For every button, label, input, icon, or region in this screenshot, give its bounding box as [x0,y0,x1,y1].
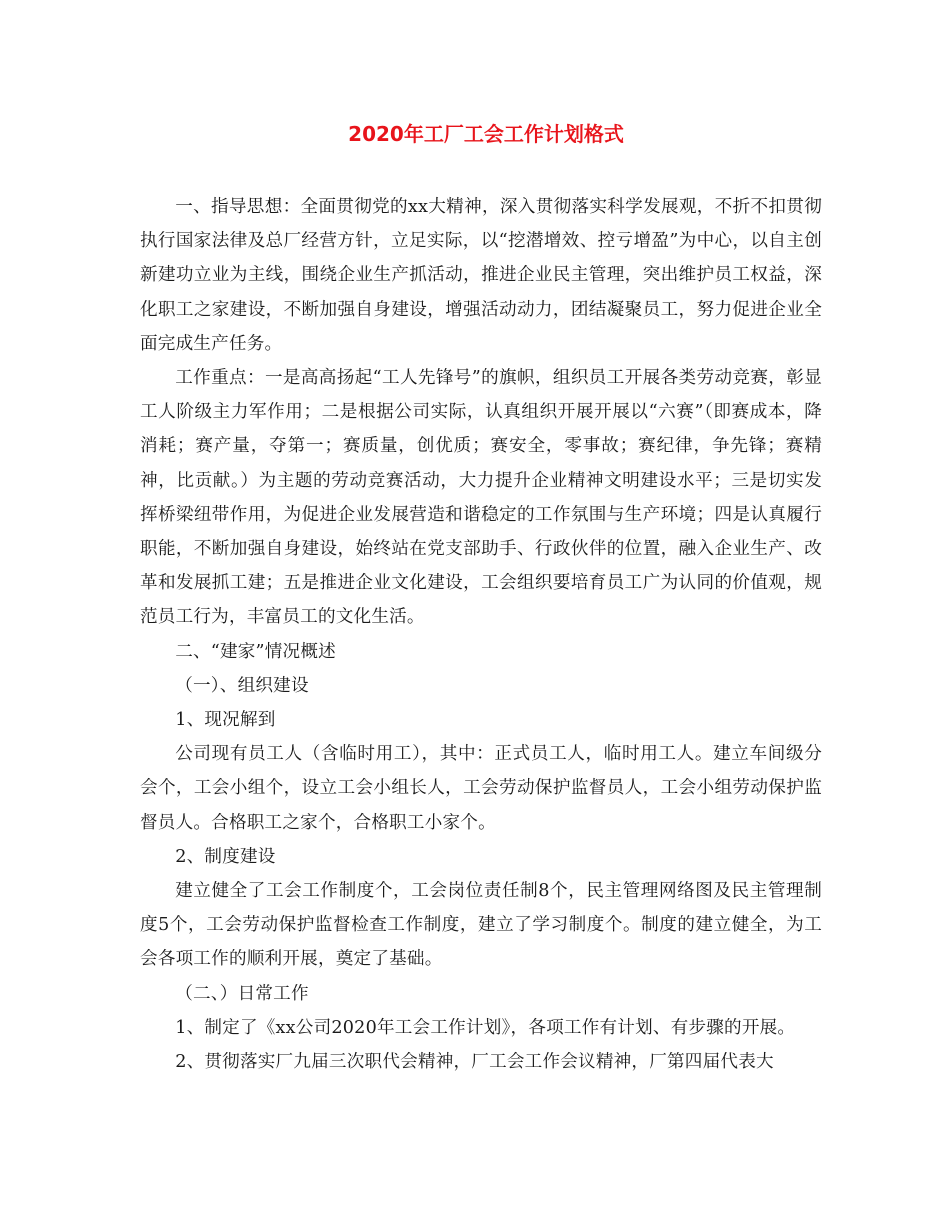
paragraph-guiding-ideology: 一、指导思想：全面贯彻党的xx大精神，深入贯彻落实科学发展观，不折不扣贯彻执行国家法律及总厂经营方针，立足实际，以“挖潜增效、控亏增盈”为中心，以自主创新建功立业为主线，围绕企业生产抓活动，推进企业民主管理，突出维护员工权益，深化职工之家建设，不断加强自身建设，增强活动动力，团结凝聚员工，努力促进企业全面完成生产任务。 [140,197,822,354]
paragraph-daily-work-2: 2、贯彻落实厂九届三次职代会精神，厂工会工作会议精神，厂第四届代表大 [175,1052,774,1073]
heading-organization: （一）、组织建设 [175,675,309,696]
heading-system-building: 2、制度建设 [175,846,276,867]
paragraph-work-focus: 工作重点：一是高高扬起“工人先锋号”的旗帜，组织员工开展各类劳动竞赛，彰显工人阶级主力军作用；二是根据公司实际，认真组织开展开展以“六赛”（即赛成本，降消耗；赛产量，夺第一；赛质量，创优质；赛安全，零事故；赛纪律，争先锋；赛精神，比贡献。）为主题的劳动竞赛活动，大力提升企业精神文明建设水平；三是切实发挥桥梁纽带作用，为促进企业发展营造和谐稳定的工作氛围与生产环境；四是认真履行职能，不断加强自身建设，始终站在党支部助手、行政伙伴的位置，融入企业生产、改革和发展抓工建；五是推进企业文化建设，工会组织要培育员工广为认同的价值观，规范员工行为，丰富员工的文化生活。 [140,368,822,628]
heading-overview: 二、“建家”情况概述 [175,641,336,662]
paragraph-staff-status: 公司现有员工人（含临时用工），其中：正式员工人，临时用工人。建立车间级分会个，工会小组个，设立工会小组长人，工会劳动保护监督员人，工会小组劳动保护监督员人。合格职工之家个，合格职工小家个。 [140,744,822,833]
heading-daily-work: （二、）日常工作 [175,983,309,1004]
heading-current-status: 1、现况解到 [175,710,276,731]
paragraph-daily-work-1: 1、制定了《xx公司2020年工会工作计划》，各项工作有计划、有步骤的开展。 [175,1017,796,1038]
document-title: 2020年工厂工会工作计划格式 [348,122,624,146]
paragraph-system-building: 建立健全了工会工作制度个，工会岗位责任制8个，民主管理网络图及民主管理制度5个，工会劳动保护监督检查工作制度，建立了学习制度个。制度的建立健全，为工会各项工作的顺利开展，奠定了基础。 [140,881,822,970]
